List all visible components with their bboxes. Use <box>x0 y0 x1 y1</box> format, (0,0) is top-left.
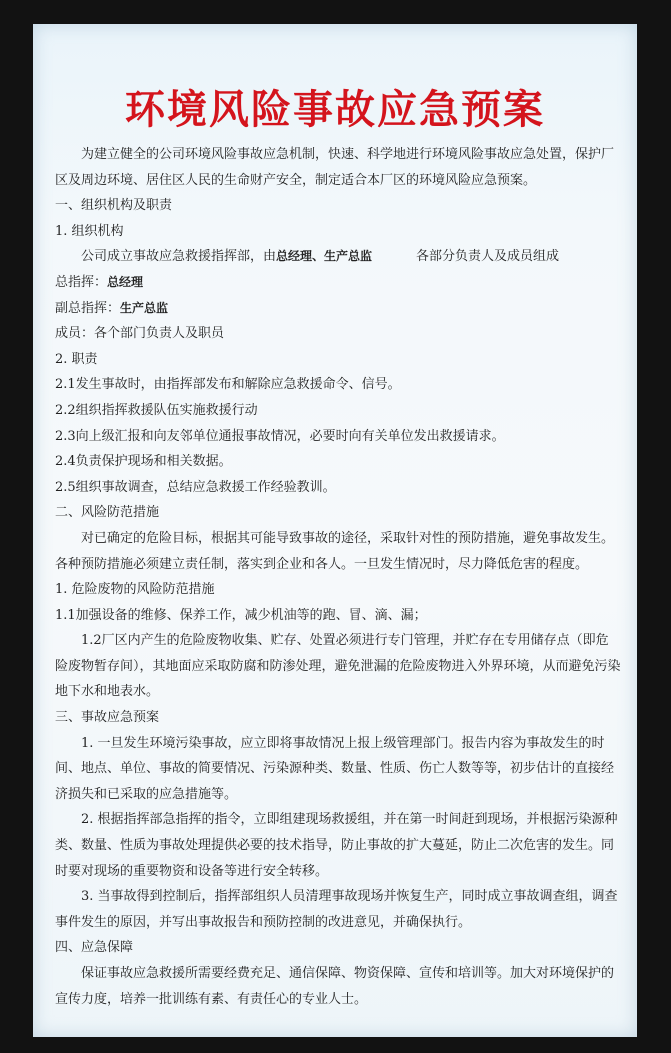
duty-item: 2.5组织事故调查，总结应急救援工作经验教训。 <box>55 479 336 495</box>
duty-item: 2.1发生事故时，由指挥部发布和解除应急救援命令、信号。 <box>55 377 401 393</box>
plan-item: 2. 根据指挥部急指挥的指令，立即组建现场救援组，并在第一时间赶到现场，并根据污染源种类、数量、性质为事故处理提供必要的技术指导，防止事故的扩大蔓延，防止二次危害的发生。同时要对现场的重要物资和设备等进行安全转移。 <box>55 812 618 879</box>
sub-2-heading: 2. 职责 <box>55 351 98 367</box>
plan-item: 3. 当事故得到控制后，指挥部组织人员清理事故现场并恢复生产，同时成立事故调查组，调查事件发生的原因，并写出事故报告和预防控制的改进意见，并确保执行。 <box>55 889 618 930</box>
commander-label: 总指挥： <box>55 274 108 290</box>
deputy-value: 生产总监 <box>120 300 169 315</box>
duty-item: 2.3向上级汇报和向友邻单位通报事故情况，必要时向有关单位发出救援请求。 <box>55 428 505 444</box>
poster-sheet <box>33 24 637 1037</box>
section-4-text: 保证事故应急救援所需要经费充足、通信保障、物资保障、宣传和培训等。加大对环境保护的宣传力度，培养一批训练有素、有责任心的专业人士。 <box>55 966 615 1007</box>
org-paragraph <box>55 244 621 270</box>
sub-2-1-heading: 1. 危险废物的风险防范措施 <box>55 582 215 598</box>
duty-item: 2.2组织指挥救援队伍实施救援行动 <box>55 402 258 418</box>
section-2-heading: 二、风险防范措施 <box>55 505 160 521</box>
measure-item: 1.1加强设备的维修、保养工作，减少机油等的跑、冒、滴、漏； <box>55 607 427 623</box>
section-2-intro: 对已确定的危险目标，根据其可能导致事故的途径，采取针对性的预防措施，避免事故发生。各种预防措施必须建立责任制，落实到企业和各人。一旦发生情况时，尽力降低危害的程度。 <box>55 530 615 572</box>
poster-body <box>55 142 621 1012</box>
org-leaders: 总经理、生产总监 <box>276 249 373 264</box>
members-line: 成员：各个部门负责人及职员 <box>55 326 225 342</box>
commander-value: 总经理 <box>107 274 144 289</box>
sub-1-heading: 1. 组织机构 <box>55 223 124 239</box>
commander-line <box>55 270 621 296</box>
deputy-label: 副总指挥： <box>55 300 121 316</box>
poster-title: 环境风险事故应急预案 <box>125 86 545 133</box>
deputy-line <box>55 296 621 322</box>
intro-paragraph: 为建立健全的公司环境风险事故应急机制，快速、科学地进行环境风险事故应急处置，保护厂区及周边环境、居住区人民的生命财产安全，制定适合本厂区的环境风险应急预案。 <box>55 147 615 188</box>
org-suffix: 各部分负责人及成员组成 <box>416 249 560 265</box>
section-1-heading: 一、组织机构及职责 <box>55 198 173 214</box>
section-3-heading: 三、事故应急预案 <box>55 710 160 726</box>
plan-item: 1. 一旦发生环境污染事故，应立即将事故情况上报上级管理部门。报告内容为事故发生的时间、地点、单位、事故的简要情况、污染源种类、数量、性质、伤亡人数等等，初步估计的直接经济损失和已采取的应急措施等。 <box>55 735 615 802</box>
measure-item: 1.2厂区内产生的危险废物收集、贮存、处置必须进行专门管理，并贮存在专用储存点（即危险废物暂存间），其地面应采取防腐和防渗处理，避免泄漏的危险废物进入外界环境，从而避免污染地下水和地表水。 <box>55 633 621 700</box>
section-4-heading: 四、应急保障 <box>55 940 134 956</box>
duty-item: 2.4负责保护现场和相关数据。 <box>55 454 232 470</box>
org-prefix: 公司成立事故应急救援指挥部，由 <box>81 249 277 265</box>
